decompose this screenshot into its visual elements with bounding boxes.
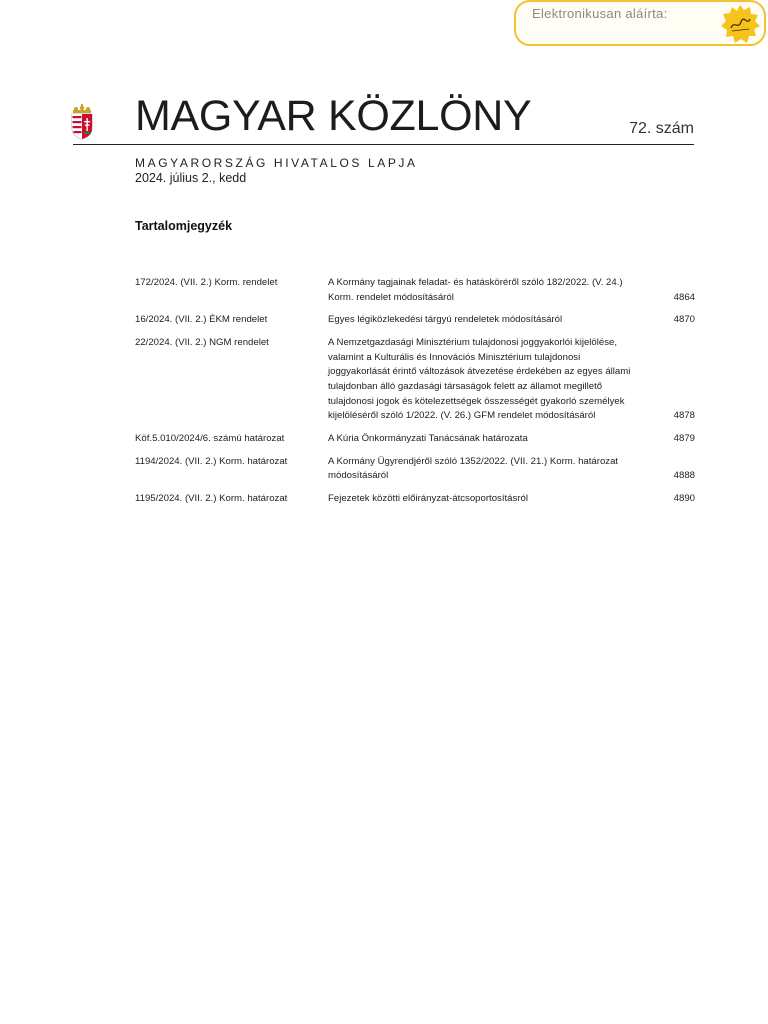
- hungarian-coat-of-arms-icon: [70, 104, 94, 140]
- toc-entry-title: Fejezetek közötti előirányzat-átcsoportosításról: [328, 493, 528, 505]
- electronic-signature-box[interactable]: [514, 0, 766, 46]
- toc-heading: Tartalomjegyzék: [135, 219, 233, 233]
- table-of-contents: [135, 276, 695, 515]
- toc-entry-reference: 172/2024. (VII. 2.) Korm. rendelet: [135, 277, 278, 288]
- toc-entry-page: 4864: [673, 291, 695, 303]
- header-divider: [73, 144, 694, 145]
- toc-entry-page: 4870: [673, 314, 695, 326]
- toc-entry-page: 4878: [673, 410, 695, 422]
- toc-entry-reference: 22/2024. (VII. 2.) NGM rendelet: [135, 337, 269, 349]
- issue-number: 72. szám: [629, 120, 694, 137]
- toc-entry[interactable]: [135, 455, 695, 484]
- toc-entry-title: A Kormány Ügyrendjéről szóló 1352/2022. (VII. 21.) Korm. határozat módosításáról: [328, 455, 619, 482]
- signature-label: Elektronikusan aláírta:: [532, 6, 668, 21]
- toc-entry[interactable]: [135, 432, 695, 447]
- toc-entry-title: A Nemzetgazdasági Minisztérium tulajdonosi joggyakorlói kijelölése, valamint a Kulturális és Innovációs Minisztérium tulajdonosi joggyakorlását érintő változások átvezetése érdekében az egyes állami tulajdonban álló gazdasági társaságok felett az államot megillető tulajdonosi jogok és kötelezettségek összességét gyakorló személyek kijelöléséről szóló 1/2022. (V. 26.) GFM rendelet módosításáról: [328, 337, 631, 422]
- toc-entry-page: 4890: [673, 493, 695, 505]
- signature-seal-icon: [720, 4, 760, 44]
- toc-entry-page: 4879: [673, 432, 695, 444]
- toc-entry-title: A Kormány tagjainak feladat- és hatásköréről szóló 182/2022. (V. 24.) Korm. rendelet módosításáról: [328, 277, 623, 303]
- toc-entry-title: Egyes légiközlekedési tárgyú rendeletek módosításáról: [328, 314, 563, 326]
- toc-entry-reference: 1195/2024. (VII. 2.) Korm. határozat: [135, 493, 288, 505]
- toc-entry[interactable]: [135, 492, 695, 507]
- toc-entry[interactable]: [135, 313, 695, 328]
- toc-entry[interactable]: [135, 276, 695, 305]
- toc-entry[interactable]: [135, 336, 695, 424]
- toc-entry-reference: 16/2024. (VII. 2.) ÉKM rendelet: [135, 314, 268, 326]
- toc-entry-title: A Kúria Önkormányzati Tanácsának határozata: [328, 432, 528, 444]
- publication-date: 2024. július 2., kedd: [135, 171, 247, 185]
- toc-entry-reference: 1194/2024. (VII. 2.) Korm. határozat: [135, 455, 288, 467]
- gazette-subtitle: MAGYARORSZÁG HIVATALOS LAPJA: [135, 156, 418, 170]
- toc-entry-reference: Köf.5.010/2024/6. számú határozat: [135, 432, 285, 444]
- gazette-title: MAGYAR KÖZLÖNY: [135, 92, 532, 140]
- toc-entry-page: 4888: [673, 470, 695, 482]
